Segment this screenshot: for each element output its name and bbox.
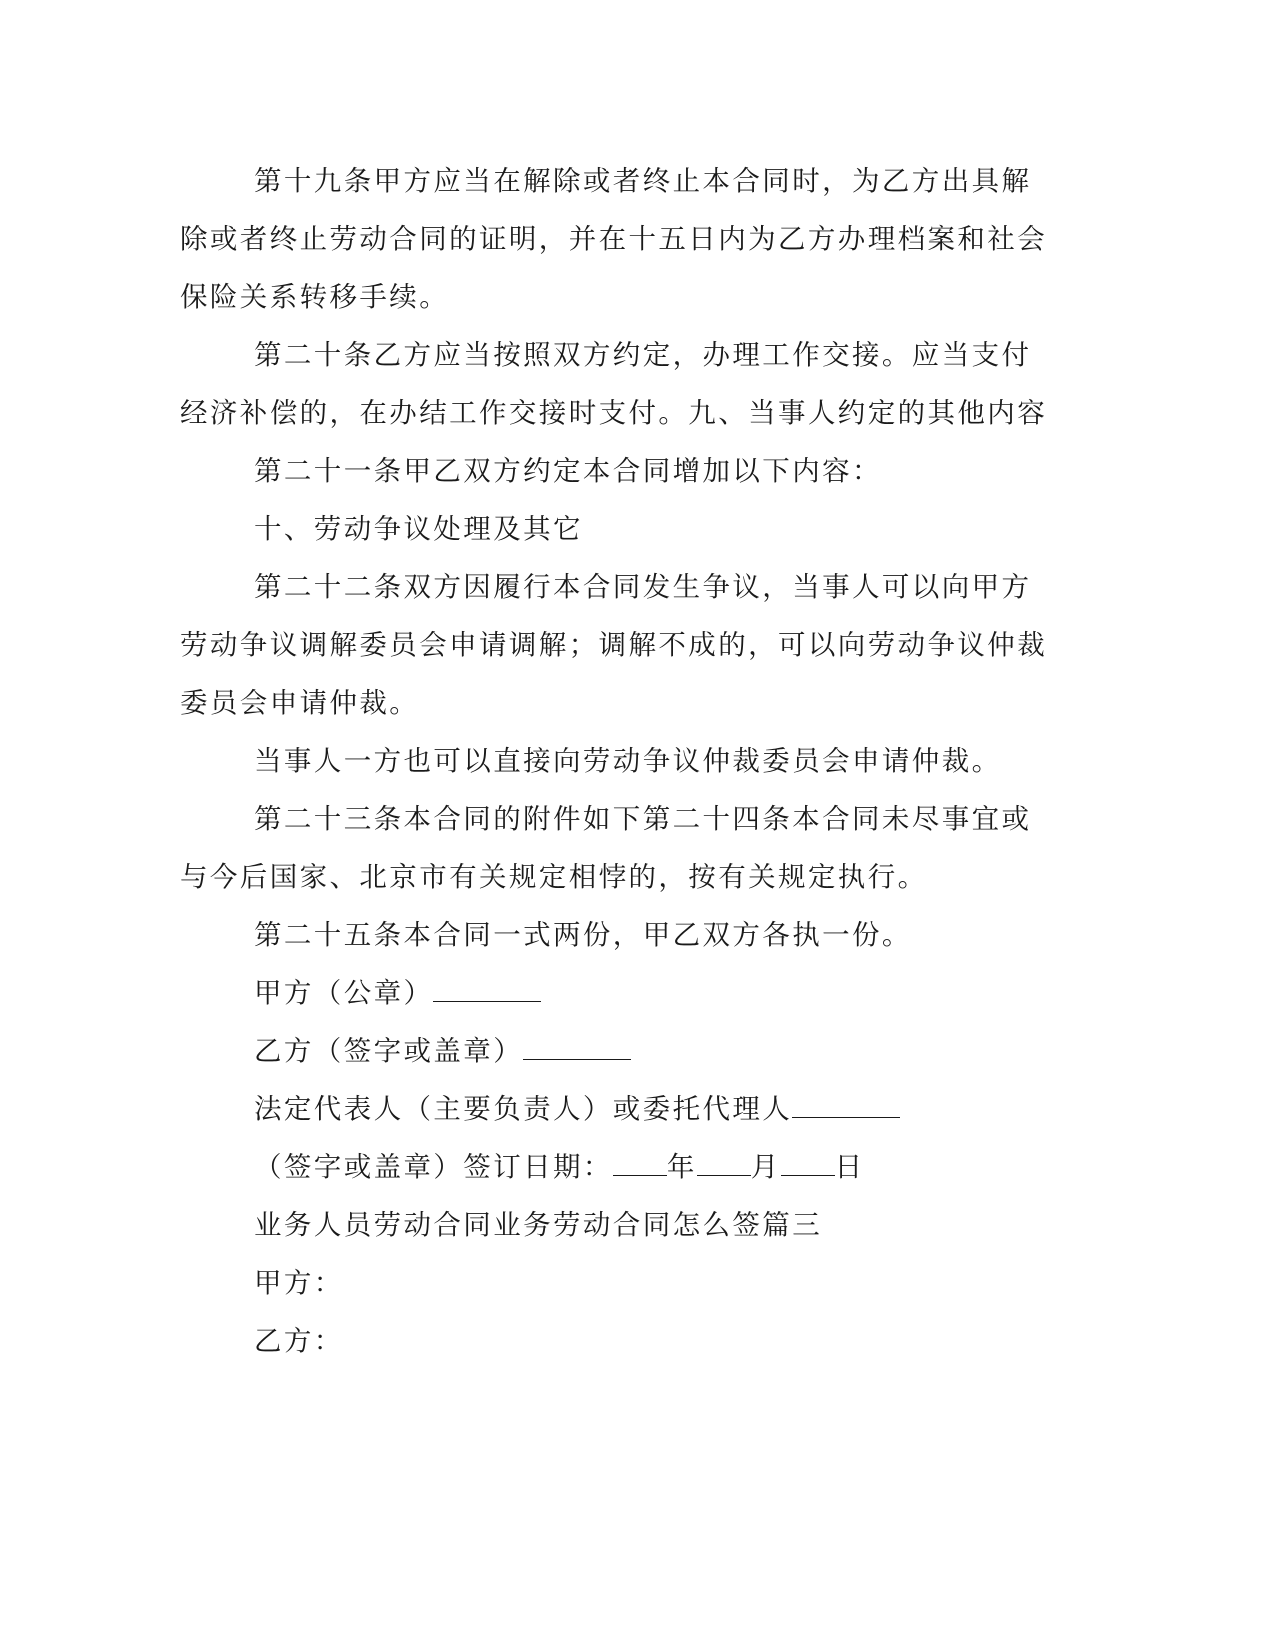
section-title: 业务人员劳动合同业务劳动合同怎么签篇三 xyxy=(254,1209,823,1241)
party-b-sign-blank xyxy=(523,1035,631,1060)
year-label: 年 xyxy=(666,1151,697,1183)
paragraph-article-23-24: 第二十三条本合同的附件如下第二十四条本合同未尽事宜或与今后国家、北京市有关规定相悖的，按有关规定执行。 xyxy=(180,803,1032,893)
day-label: 日 xyxy=(834,1151,865,1183)
sign-date-label: （签字或盖章）签订日期： xyxy=(254,1151,613,1183)
month-label: 月 xyxy=(750,1151,781,1183)
paragraph-article-20: 第二十条乙方应当按照双方约定，办理工作交接。应当支付经济补偿的，在办结工作交接时支付。九、当事人约定的其他内容 xyxy=(180,339,1048,429)
signature-line-representative xyxy=(180,1080,1060,1138)
signature-line-date xyxy=(180,1138,1060,1196)
year-blank xyxy=(613,1151,667,1176)
paragraph-article-25: 第二十五条本合同一式两份，甲乙双方各执一份。 xyxy=(254,919,912,951)
day-blank xyxy=(781,1151,835,1176)
representative-label: 法定代表人（主要负责人）或委托代理人 xyxy=(254,1093,793,1125)
paragraph-article-21: 第二十一条甲乙双方约定本合同增加以下内容： xyxy=(254,455,882,487)
signature-line-party-a xyxy=(180,964,1060,1022)
party-a-line: 甲方： xyxy=(254,1267,344,1299)
signature-line-party-b xyxy=(180,1022,1060,1080)
paragraph-article-19: 第十九条甲方应当在解除或者终止本合同时，为乙方出具解除或者终止劳动合同的证明，并在十五日内为乙方办理档案和社会保险关系转移手续。 xyxy=(180,165,1048,313)
document-page xyxy=(180,152,1060,1370)
party-b-sign-label: 乙方（签字或盖章） xyxy=(254,1035,524,1067)
party-a-seal-label: 甲方（公章） xyxy=(254,977,434,1009)
party-a-seal-blank xyxy=(433,977,541,1002)
section-heading-10: 十、劳动争议处理及其它 xyxy=(254,513,583,545)
paragraph-arbitration: 当事人一方也可以直接向劳动争议仲裁委员会申请仲裁。 xyxy=(254,745,1002,777)
paragraph-article-22: 第二十二条双方因履行本合同发生争议，当事人可以向甲方劳动争议调解委员会申请调解；调解不成的，可以向劳动争议仲裁委员会申请仲裁。 xyxy=(180,571,1048,719)
party-b-line: 乙方： xyxy=(254,1325,344,1357)
month-blank xyxy=(697,1151,751,1176)
representative-blank xyxy=(792,1093,900,1118)
